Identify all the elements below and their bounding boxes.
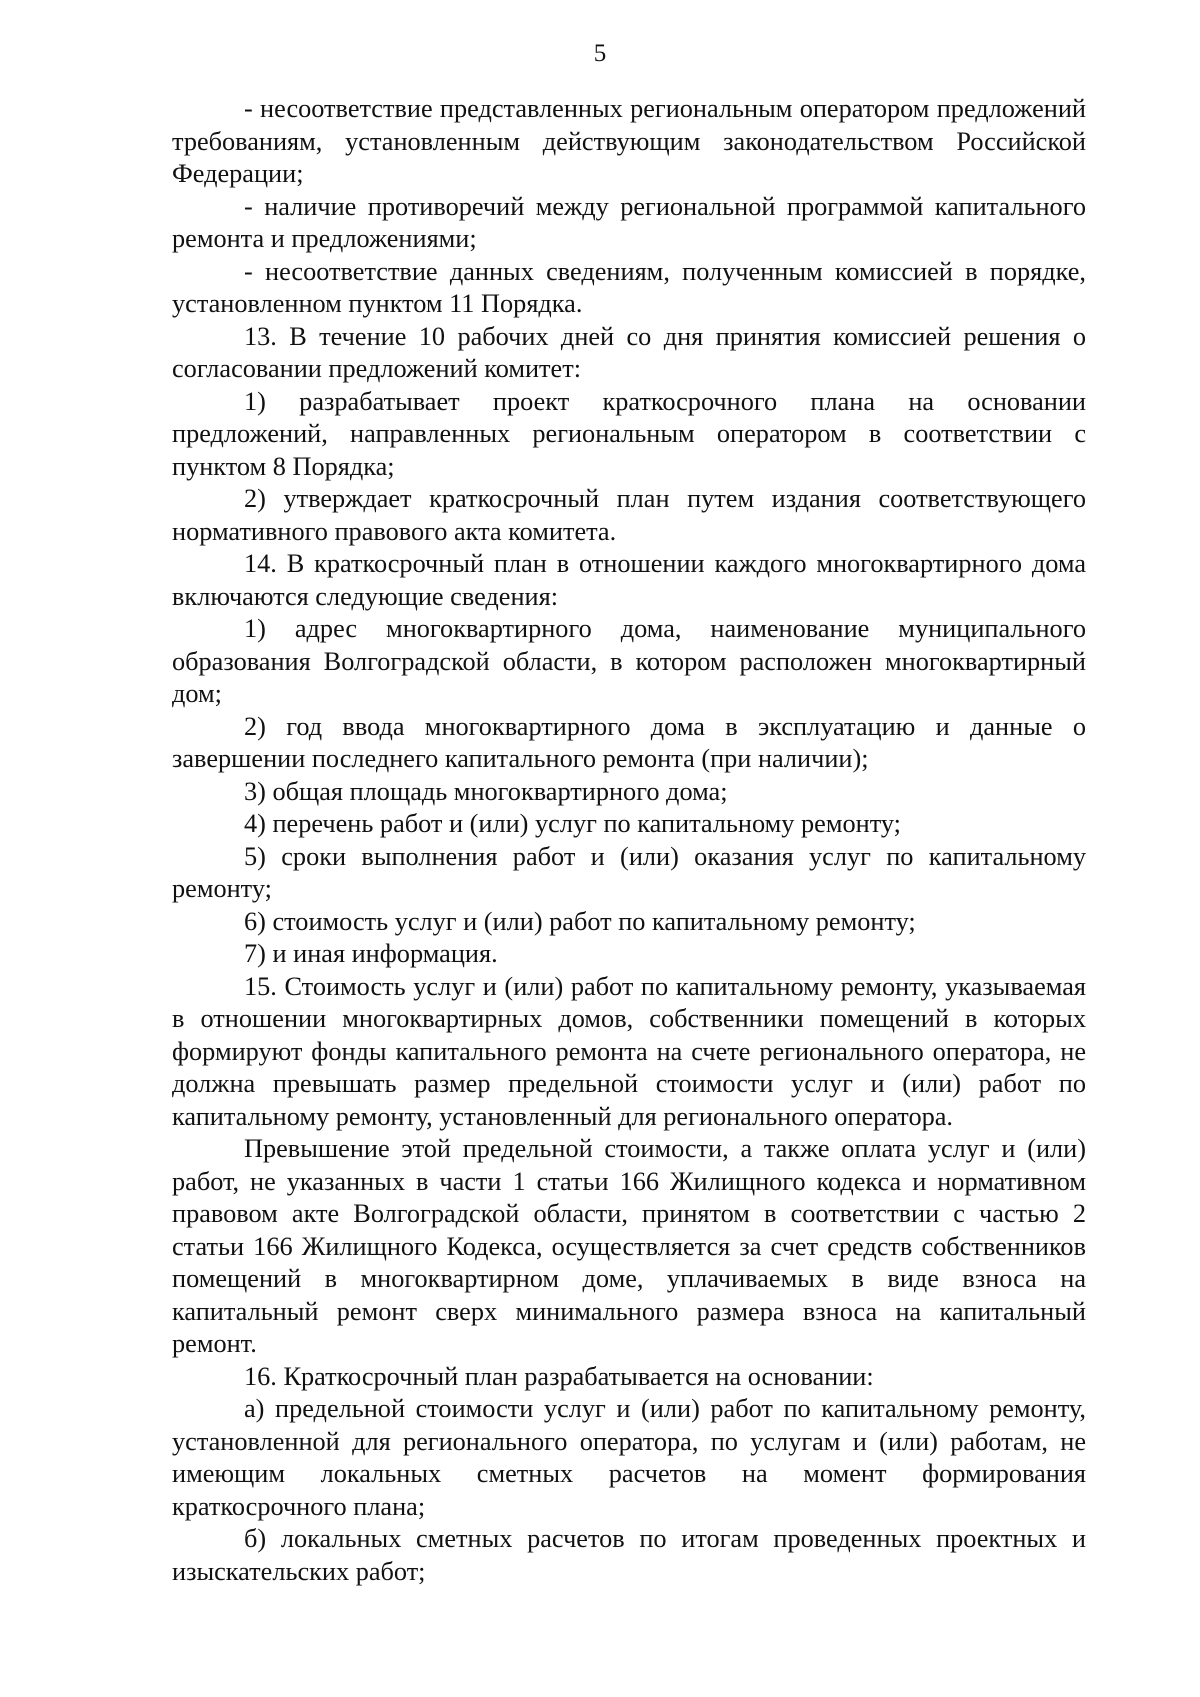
paragraph: - несоответствие данных сведениям, полученным комиссией в порядке, установленном пунктом 11 Порядка. (172, 256, 1086, 318)
paragraph: 14. В краткосрочный план в отношении каждого многоквартирного дома включаются следующие сведения: (172, 549, 1086, 611)
paragraph: б) локальных сметных расчетов по итогам проведенных проектных и изыскательских работ; (172, 1524, 1086, 1586)
paragraph: 2) год ввода многоквартирного дома в эксплуатацию и данные о завершении последнего капитального ремонта (при наличии); (172, 711, 1086, 773)
paragraph: 4) перечень работ и (или) услуг по капитальному ремонту; (244, 809, 901, 838)
page-number: 5 (593, 40, 607, 67)
paragraph: 6) стоимость услуг и (или) работ по капитальному ремонту; (244, 906, 916, 936)
paragraph: Превышение этой предельной стоимости, а также оплата услуг и (или) работ, не указанных в части 1 статьи 166 Жилищного кодекса и нормативном правовом акте Волгоградской области, принятом в соответствии с частью 2 статьи 166 Жилищного Кодекса, осуществляется за счет средств собственников помещений в многоквартирном доме, уплачиваемых в виде взноса на капитальный ремонт сверх минимального размера взноса на капитальный ремонт. (172, 1134, 1086, 1358)
paragraph: 2) утверждает краткосрочный план путем издания соответствующего нормативного правового акта комитета. (172, 484, 1086, 546)
paragraph: 7) и иная информация. (244, 939, 498, 968)
paragraph: 5) сроки выполнения работ и (или) оказания услуг по капитальному ремонту; (172, 841, 1086, 903)
paragraph: 15. Стоимость услуг и (или) работ по капитальному ремонту, указываемая в отношении многоквартирных домов, собственники помещений в которых формируют фонды капитального ремонта на счете регионального оператора, не должна превышать размер предельной стоимости услуг и (или) работ по капитальному ремонту, установленный для регионального оператора. (172, 971, 1086, 1131)
document-body (172, 93, 1086, 1588)
paragraph: 1) разрабатывает проект краткосрочного плана на основании предложений, направленных региональным оператором в соответствии с пунктом 8 Порядка; (172, 386, 1086, 481)
paragraph: 16. Краткосрочный план разрабатывается на основании: (244, 1361, 874, 1391)
paragraph: 3) общая площадь многоквартирного дома; (244, 776, 728, 806)
paragraph: 13. В течение 10 рабочих дней со дня принятия комиссией решения о согласовании предложений комитет: (172, 321, 1086, 383)
paragraph: - несоответствие представленных региональным оператором предложений требованиям, установленным действующим законодательством Российской Федерации; (172, 94, 1086, 188)
paragraph: а) предельной стоимости услуг и (или) работ по капитальному ремонту, установленной для регионального оператора, по услугам и (или) работам, не имеющим локальных сметных расчетов на момент формирования краткосрочного плана; (172, 1394, 1086, 1521)
paragraph: - наличие противоречий между региональной программой капитального ремонта и предложениями; (172, 191, 1086, 253)
paragraph: 1) адрес многоквартирного дома, наименование муниципального образования Волгоградской области, в котором расположен многоквартирный дом; (172, 614, 1086, 708)
